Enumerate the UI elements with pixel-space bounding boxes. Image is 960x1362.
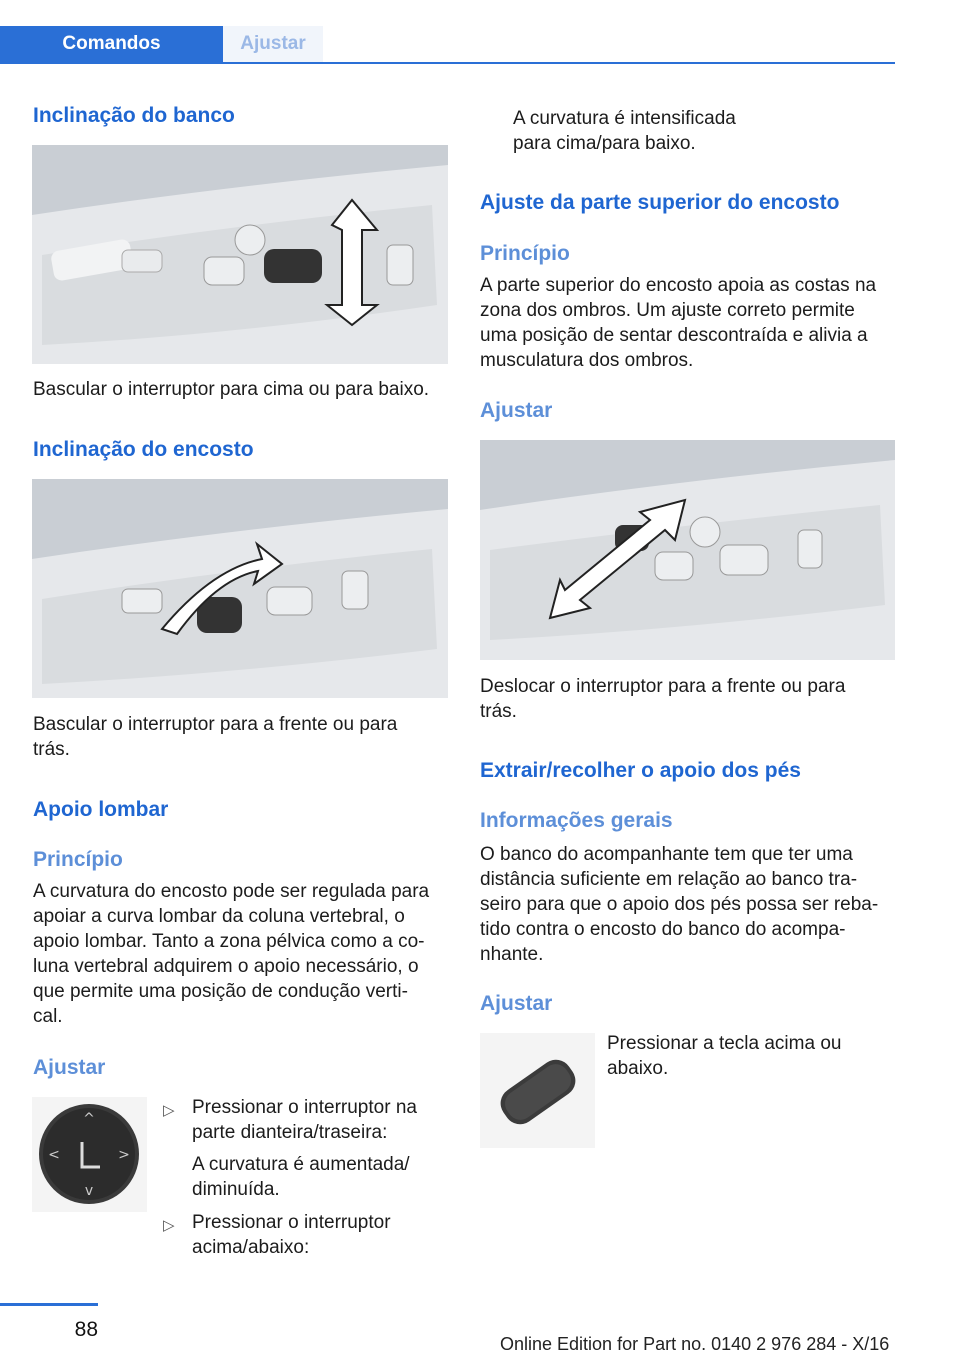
bullet-triangle-icon: ▷	[163, 1102, 175, 1119]
subheading-ajustar-pes: Ajustar	[480, 992, 553, 1015]
tab-ajustar[interactable]: Ajustar	[223, 26, 323, 62]
subheading-informacoes-gerais: Informações gerais	[480, 809, 673, 832]
superior-text-1: A parte superior do encosto apoia as costas na	[480, 275, 877, 296]
continued-text-2: para cima/para baixo.	[513, 133, 696, 154]
superior-text-4: musculatura dos ombros.	[480, 350, 694, 371]
info-text-2: distância suficiente em relação ao banco tra‐	[480, 869, 858, 890]
bullet2-line1: Pressionar o interruptor	[192, 1212, 391, 1233]
heading-inclinacao-banco: Inclinação do banco	[33, 104, 235, 127]
caption-upper-line2: trás.	[480, 701, 517, 722]
figure-seat-tilt	[32, 145, 448, 364]
figure-lumbar-control	[32, 1097, 147, 1212]
svg-text:^: ^	[83, 1111, 95, 1127]
header-tabbar	[0, 26, 895, 64]
figure-upper-backrest	[480, 440, 895, 660]
superior-text-3: uma posição de sentar descontraída e alivia a	[480, 325, 868, 346]
svg-text:<: <	[48, 1147, 60, 1163]
lombar-text-2: apoiar a curva lombar da coluna vertebral, o	[33, 906, 405, 927]
tab-comandos[interactable]: Comandos	[0, 26, 223, 62]
figure-footrest-button	[480, 1033, 595, 1148]
page-number: 88	[74, 1318, 98, 1341]
bullet-triangle-icon: ▷	[163, 1217, 175, 1234]
heading-apoio-pes: Extrair/recolher o apoio dos pés	[480, 759, 801, 782]
svg-text:v: v	[84, 1183, 94, 1199]
heading-apoio-lombar: Apoio lombar	[33, 798, 169, 821]
bullet2-line2: acima/abaixo:	[192, 1237, 310, 1258]
info-text-1: O banco do acompanhante tem que ter uma	[480, 844, 853, 865]
bullet1-sub1: A curvatura é aumentada/	[192, 1154, 410, 1175]
continued-text-1: A curvatura é intensificada	[513, 108, 736, 129]
footer-divider	[0, 1303, 98, 1306]
caption-backrest-line2: trás.	[33, 739, 70, 760]
info-text-3: seiro para que o apoio dos pés possa ser reba‐	[480, 894, 879, 915]
footer-edition: Online Edition for Part no. 0140 2 976 284 - X/16	[500, 1334, 890, 1354]
subheading-principio-lombar: Princípio	[33, 848, 123, 871]
caption-backrest-line1: Bascular o interruptor para a frente ou para	[33, 714, 398, 735]
lombar-text-3: apoio lombar. Tanto a zona pélvica como a co‐	[33, 931, 425, 952]
figure-backrest-tilt	[32, 479, 448, 698]
lombar-text-4: luna vertebral adquirem o apoio necessário, o	[33, 956, 419, 977]
lombar-text-1: A curvatura do encosto pode ser regulada para	[33, 881, 430, 902]
info-text-4: tido contra o encosto do banco do acompa‐	[480, 919, 846, 940]
lombar-text-6: cal.	[33, 1006, 63, 1027]
bullet1-line2: parte dianteira/traseira:	[192, 1122, 388, 1143]
caption-seat-tilt: Bascular o interruptor para cima ou para baixo.	[33, 379, 430, 400]
heading-parte-superior: Ajuste da parte superior do encosto	[480, 191, 840, 214]
lombar-text-5: que permite uma posição de condução verti‐	[33, 981, 408, 1002]
bullet1-sub2: diminuída.	[192, 1179, 280, 1200]
svg-text:>: >	[118, 1147, 130, 1163]
info-text-5: nhante.	[480, 944, 544, 965]
subheading-ajustar-superior: Ajustar	[480, 399, 553, 422]
caption-upper-line1: Deslocar o interruptor para a frente ou para	[480, 676, 846, 697]
tecla-text-2: abaixo.	[607, 1058, 669, 1079]
superior-text-2: zona dos ombros. Um ajuste correto permite	[480, 300, 855, 321]
bullet1-line1: Pressionar o interruptor na	[192, 1097, 417, 1118]
subheading-principio-superior: Princípio	[480, 242, 570, 265]
subheading-ajustar-lombar: Ajustar	[33, 1056, 106, 1079]
tecla-text-1: Pressionar a tecla acima ou	[607, 1033, 842, 1054]
heading-inclinacao-encosto: Inclinação do encosto	[33, 438, 254, 461]
